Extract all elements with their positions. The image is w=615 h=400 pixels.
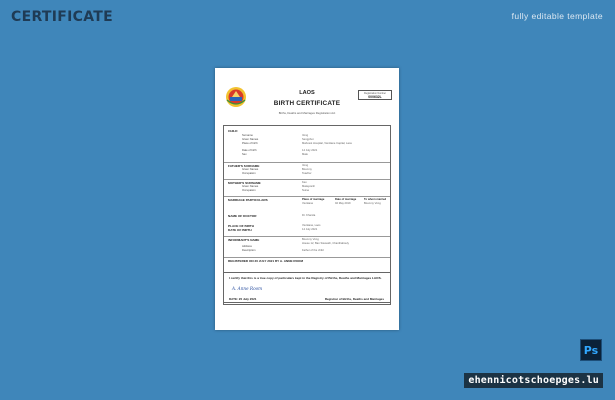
birth-date-label: DATE OF BIRTH xyxy=(228,228,252,232)
divider xyxy=(224,196,390,197)
mother-given-label: Given Names xyxy=(242,185,259,188)
informant-name-value: Bounmy Vong xyxy=(302,238,319,241)
registered-line: REGISTERED ON 20 JULY 2021 BY A. ANNE ROOM xyxy=(228,259,304,263)
child-sex-value: Male xyxy=(302,153,308,156)
child-given-value: Sengphet xyxy=(302,138,314,141)
father-occ-value: Teacher xyxy=(302,172,312,175)
registrar-title: Registrar of Births, Deaths and Marriages xyxy=(324,297,384,301)
mother-occ-label: Occupation xyxy=(242,189,256,192)
registration-box xyxy=(358,90,392,100)
marriage-place-value: Vientiane xyxy=(302,202,314,205)
birth-place-label: PLACE OF BIRTH xyxy=(228,224,254,228)
father-section-label: FATHER'S SURNAME xyxy=(228,164,260,168)
doctor-section-label: NAME OF DOCTOR xyxy=(228,214,257,218)
certification-date: DATE: 20 July 2021 xyxy=(229,297,257,301)
certification-panel xyxy=(223,272,391,305)
doctor-value: Dr. Khamla xyxy=(302,214,316,217)
divider xyxy=(224,236,390,237)
registration-number: 000632L xyxy=(368,95,382,99)
tagline: fully editable template xyxy=(511,11,603,21)
birth-certificate-document xyxy=(215,68,399,330)
marriage-where-value: Bounmy Vong xyxy=(364,202,381,205)
informant-address-value: House 12, Ban Sisavath, Chanthabouly xyxy=(302,242,349,245)
child-surname-label: Surname xyxy=(242,134,253,137)
father-occ-label: Occupation xyxy=(242,172,256,175)
child-place-value: Mahosot Hospital, Vientiane Capital, Laos xyxy=(302,142,352,145)
birth-place-value: Vientiane, Laos xyxy=(302,224,321,227)
marriage-place-label: Place of marriage xyxy=(302,198,325,201)
marriage-date-label: Date of marriage xyxy=(335,198,357,201)
page-title: CERTIFICATE xyxy=(11,9,113,25)
informant-section-label: INFORMANT'S NAME xyxy=(228,238,260,242)
divider xyxy=(224,179,390,180)
registration-label: Registration Number xyxy=(364,92,386,95)
child-date-label: Date of birth xyxy=(242,149,257,152)
certificate-title: BIRTH CERTIFICATE xyxy=(273,100,341,107)
site-watermark: ehennicotschoepges.lu xyxy=(464,373,603,388)
marriage-where-label: To whom married xyxy=(364,198,387,201)
father-surname-value: Vong xyxy=(302,164,309,167)
country-name: LAOS xyxy=(299,90,315,96)
certification-text: I certify that this is a true copy of particulars kept in the Registry of Births, Deaths and Marriages LAOS. xyxy=(229,276,382,280)
mother-given-value: Malayvanh xyxy=(302,185,315,188)
informant-address-label: Address xyxy=(242,245,252,248)
child-sex-label: Sex xyxy=(242,153,247,156)
child-surname-value: Vong xyxy=(302,134,309,137)
father-given-label: Given Names xyxy=(242,168,259,171)
marriage-date-value: 02 May 2019 xyxy=(335,202,351,205)
father-given-value: Bounmy xyxy=(302,168,312,171)
mother-occ-value: Nurse xyxy=(302,189,310,192)
marriage-section-label: MARRIAGE PARTICULARS xyxy=(228,198,268,202)
child-place-label: Place of birth xyxy=(242,142,258,145)
child-given-label: Given Names xyxy=(242,138,259,141)
informant-desc-label: Description xyxy=(242,249,256,252)
child-section-label: CHILD xyxy=(228,129,238,133)
mother-section-label: MOTHER'S SURNAME xyxy=(228,181,261,185)
divider xyxy=(224,162,390,163)
photoshop-icon: Ps xyxy=(580,339,602,361)
child-date-value: 14 July 2021 xyxy=(302,149,318,152)
registrar-signature: A. Anne Room xyxy=(232,286,263,291)
informant-desc-value: Father of the child xyxy=(302,249,324,252)
divider xyxy=(224,257,390,258)
mother-surname-value: Keo xyxy=(302,181,307,184)
certificate-subtitle: Births, Deaths and Marriages Registration Act xyxy=(278,111,336,115)
birth-date-value: 14 July 2021 xyxy=(302,228,318,231)
